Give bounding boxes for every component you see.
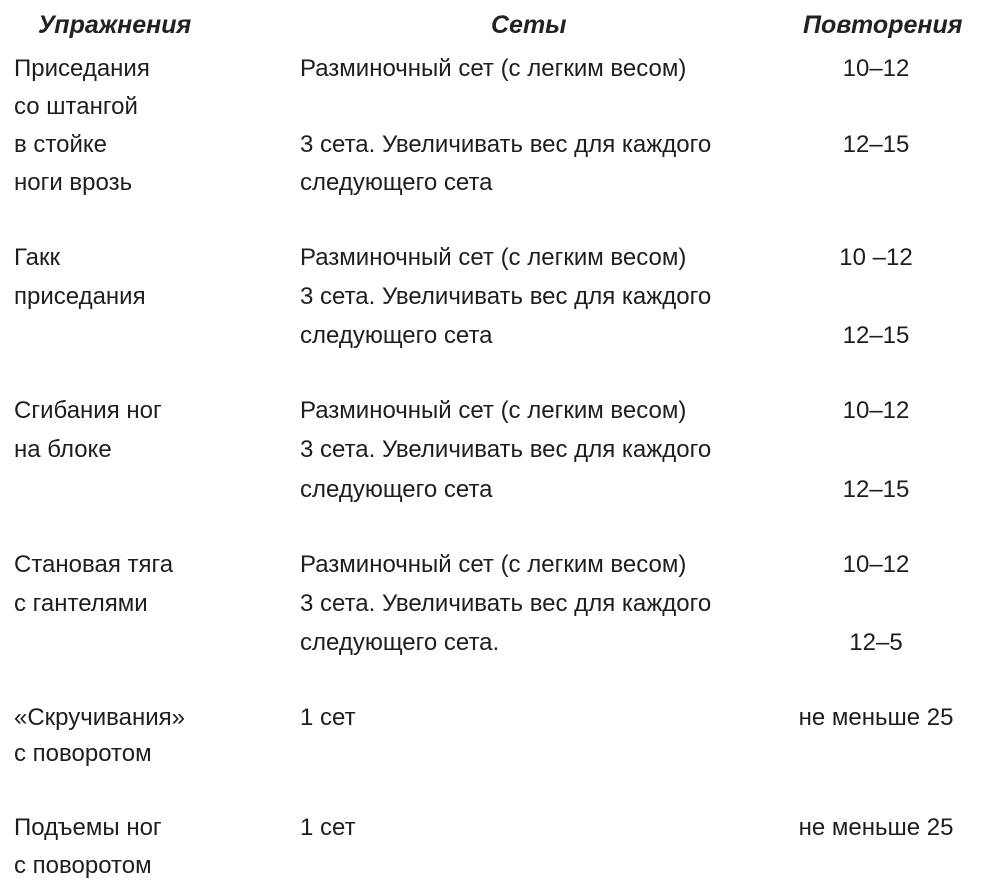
exercise-name: Становая тяга (14, 551, 174, 578)
column-header-reps: Повторения (803, 11, 963, 39)
exercise-name: Подъемы ног (14, 814, 162, 841)
exercise-name: Гакк (14, 244, 60, 271)
reps-value: 10 –12 (839, 244, 913, 271)
exercise-name: «Скручивания» (14, 704, 185, 731)
set-description: 1 сет (300, 704, 356, 731)
set-description: Разминочный сет (с легким весом) (300, 397, 687, 424)
reps-value: не меньше 25 (798, 814, 954, 841)
column-header-exercises: Упражнения (38, 11, 192, 39)
set-description: 1 сет (300, 814, 356, 841)
set-description: следующего сета (300, 476, 493, 503)
reps-value: 12–15 (842, 131, 910, 158)
set-description: Разминочный сет (с легким весом) (300, 551, 687, 578)
column-header-sets: Сеты (491, 11, 567, 39)
exercise-name: на блоке (14, 436, 112, 463)
reps-value: 12–15 (842, 476, 910, 503)
exercise-name: с поворотом (14, 852, 152, 879)
exercise-name: с гантелями (14, 590, 148, 617)
exercise-name: Приседания (14, 55, 150, 82)
set-description: следующего сета (300, 169, 493, 196)
reps-value: 12–5 (849, 629, 903, 656)
exercise-name: в стойке (14, 131, 108, 158)
exercise-name: Сгибания ног (14, 397, 162, 424)
exercise-name: приседания (14, 283, 146, 310)
reps-value: 10–12 (842, 397, 910, 424)
set-description: следующего сета (300, 322, 493, 349)
set-description: 3 сета. Увеличивать вес для каждого (300, 283, 712, 310)
set-description: следующего сета. (300, 629, 500, 656)
set-description: Разминочный сет (с легким весом) (300, 244, 687, 271)
reps-value: 10–12 (842, 55, 910, 82)
set-description: 3 сета. Увеличивать вес для каждого (300, 436, 712, 463)
exercise-name: с поворотом (14, 740, 152, 767)
set-description: Разминочный сет (с легким весом) (300, 55, 687, 82)
exercise-name: со штангой (14, 93, 138, 120)
reps-value: не меньше 25 (798, 704, 954, 731)
set-description: 3 сета. Увеличивать вес для каждого (300, 131, 712, 158)
exercise-name: ноги врозь (14, 169, 133, 196)
reps-value: 12–15 (842, 322, 910, 349)
reps-value: 10–12 (842, 551, 910, 578)
set-description: 3 сета. Увеличивать вес для каждого (300, 590, 712, 617)
